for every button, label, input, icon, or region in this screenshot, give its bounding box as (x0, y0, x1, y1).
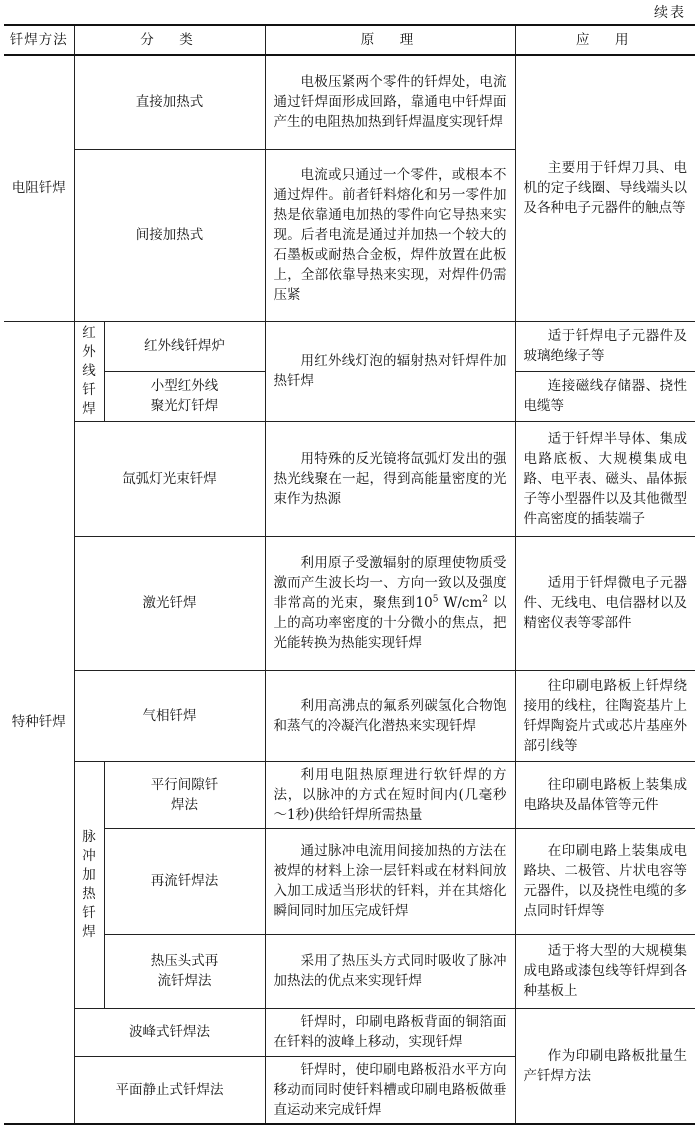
row-hotpress-app: 适于将大型的大规模集成电路或漆包线等钎焊到各种基板上 (515, 934, 695, 1008)
row-ir-principle: 用红外线灯泡的辐射热对钎焊件加热钎焊 (265, 321, 515, 421)
row-ir-small-name-line2: 聚光灯钎焊 (150, 398, 219, 414)
row-indirect-name: 间接加热式 (74, 149, 265, 321)
laser-principle-sup1: 5 (432, 594, 439, 605)
row-xenon-principle: 用特殊的反光镜将氙弧灯发出的强热光线聚在一起，得到高能量密度的光束作为热源 (265, 421, 515, 536)
row-laser-principle (265, 536, 515, 670)
row-flat-principle: 钎焊时，使印刷电路板沿水平方向移动而同时使钎料槽或印刷电路板做垂直运动来完成钎焊 (265, 1056, 515, 1124)
row-hotpress-name-line2: 流钎焊法 (157, 973, 212, 989)
row-xenon-name: 氙弧灯光束钎焊 (74, 421, 265, 536)
laser-principle-part2: W/cm (438, 595, 483, 611)
laser-principle-part1: 利用原子受激辐射的原理使物质受激而产生波长均一、方向一致以及强度非常高的光束，聚焦到10 (273, 555, 507, 611)
row-wave-principle: 钎焊时，印刷电路板背面的铜箔面在钎料的波峰上移动，实现钎焊 (265, 1008, 515, 1056)
row-ir-furnace-app: 适于钎焊电子元器件及玻璃绝缘子等 (515, 321, 695, 371)
row-direct-principle: 电极压紧两个零件的钎焊处，电流通过钎焊面形成回路，靠通电中钎焊面产生的电阻热加热到钎焊温度实现钎焊 (265, 55, 515, 149)
row-xenon-app: 适于钎焊半导体、集成电路底板、大规模集成电路、电平表、磁头、晶体振子等小型器件以及其他微型件高密度的插装端子 (515, 421, 695, 536)
row-ir-small-name-line1: 小型红外线 (150, 378, 219, 394)
table-row (4, 934, 695, 1008)
row-ir-small-name (104, 371, 265, 421)
row-hotpress-principle: 采用了热压头方式同时吸收了脉冲加热法的优点来实现钎焊 (265, 934, 515, 1008)
table-row (4, 321, 695, 371)
row-ir-furnace-name: 红外线钎焊炉 (104, 321, 265, 371)
group-special: 特种钎焊 (4, 321, 74, 1124)
row-laser-name: 激光钎焊 (74, 536, 265, 670)
row-parallel-app: 往印刷电路板上装集成电路块及晶体管等元件 (515, 761, 695, 828)
table-row (4, 1008, 695, 1056)
row-reflow-app: 在印刷电路上装集成电路块、二极管、片状电容等元器件，以及挠性电缆的多点同时钎焊等 (515, 828, 695, 934)
row-parallel-name-line2: 焊法 (171, 796, 198, 813)
brazing-methods-table (4, 24, 695, 1125)
row-indirect-principle: 电流或只通过一个零件，或根本不通过焊件。前者钎料熔化和另一零件加热是依靠通电加热的零件向它导热来实现。后者电流是通过并加热一个较大的石墨板或耐热合金板，焊件放置在此板上，全部依靠导热来实现，对焊件仍需压紧 (265, 149, 515, 321)
row-vapor-name: 气相钎焊 (74, 670, 265, 761)
table-row (4, 761, 695, 828)
row-vapor-app: 往印刷电路板上钎焊绕接用的线柱，往陶瓷基片上钎焊陶瓷片式或芯片基座外部引线等 (515, 670, 695, 761)
group-infrared: 红外线钎焊 (74, 321, 104, 421)
pcb-application: 作为印刷电路板批量生产钎焊方法 (515, 1008, 695, 1124)
table-row (4, 828, 695, 934)
group-resistance: 电阻钎焊 (4, 55, 74, 321)
header-category: 分 类 (74, 25, 265, 55)
row-reflow-name: 再流钎焊法 (104, 828, 265, 934)
row-hotpress-name-line1: 热压头式再 (150, 953, 219, 969)
laser-principle-sup2: 2 (482, 594, 489, 605)
table-row (4, 670, 695, 761)
row-reflow-principle: 通过脉冲电流用间接加热的方法在被焊的材料上涂一层钎料或在材料间放入加工成适当形状的钎料，并在其熔化瞬间同时加压完成钎焊 (265, 828, 515, 934)
row-flat-name: 平面静止式钎焊法 (74, 1056, 265, 1124)
row-parallel-name-line1: 平行间隙钎 (150, 776, 219, 793)
row-hotpress-name (104, 934, 265, 1008)
continued-label: 续表 (654, 5, 686, 21)
group-pulse: 脉冲加热钎焊 (74, 761, 104, 1008)
row-laser-app: 适用于钎焊微电子元器件、无线电、电信器材以及精密仪表等零部件 (515, 536, 695, 670)
row-wave-name: 波峰式钎焊法 (74, 1008, 265, 1056)
row-direct-name: 直接加热式 (74, 55, 265, 149)
header-row (4, 25, 695, 55)
row-parallel-name (104, 761, 265, 828)
row-parallel-principle: 利用电阻热原理进行软钎焊的方法，以脉冲的方式在短时间内(几毫秒～1秒)供给钎焊所需热量 (265, 761, 515, 828)
row-vapor-principle: 利用高沸点的氟系列碳氢化合物饱和蒸气的冷凝汽化潜热来实现钎焊 (265, 670, 515, 761)
header-principle: 原 理 (265, 25, 515, 55)
row-ir-small-app: 连接磁线存储器、挠性电缆等 (515, 371, 695, 421)
table-row (4, 536, 695, 670)
header-method: 钎焊方法 (4, 25, 74, 55)
table-row (4, 55, 695, 149)
header-application: 应 用 (515, 25, 695, 55)
resistance-application: 主要用于钎焊刀具、电机的定子线圈、导线端头以及各种电子元器件的触点等 (515, 55, 695, 321)
laser-principle-part3: 以上的高功率密度的十分微小的焦点，把光能转换为热能实现钎焊 (273, 595, 507, 651)
table-row (4, 421, 695, 536)
